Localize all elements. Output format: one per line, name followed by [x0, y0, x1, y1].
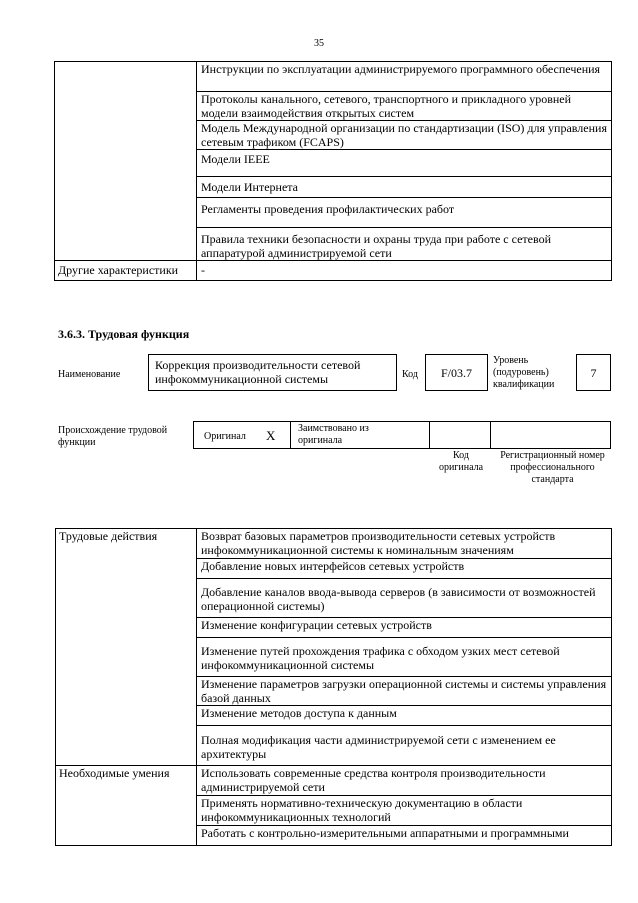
action-item: Возврат базовых параметров производительности сетевых устройств инфокоммуникационной системы к номинальным значениям: [197, 529, 612, 559]
action-item: Изменение методов доступа к данным: [197, 706, 612, 726]
other-characteristics-value: -: [197, 261, 612, 281]
skill-item: Работать с контрольно-измерительными аппаратными и программными: [197, 826, 612, 846]
knowledge-item: Модели IEEE: [197, 150, 612, 177]
actions-label: Трудовые действия: [56, 529, 197, 766]
level-box: [576, 354, 611, 391]
skill-item: Применять нормативно-техническую документацию в области инфокоммуникационных технологий: [197, 796, 612, 826]
action-item: Изменение путей прохождения трафика с обходом узких мест сетевой инфокоммуникационной системы: [197, 638, 612, 677]
reg-number-cell: [490, 421, 611, 449]
code-box: [425, 354, 488, 391]
page-number: 35: [314, 38, 324, 49]
borrowed-cell: [290, 421, 430, 449]
knowledge-item: Модели Интернета: [197, 177, 612, 198]
reg-number-caption: Регистрационный номер профессионального стандарта: [500, 450, 605, 485]
knowledge-label-cell: [55, 62, 197, 261]
action-item: Добавление каналов ввода-вывода серверов (в зависимости от возможностей операционной системы): [197, 579, 612, 618]
name-value: Коррекция производительности сетевой инфокоммуникационной системы: [155, 358, 361, 386]
action-item: Изменение конфигурации сетевых устройств: [197, 618, 612, 638]
other-characteristics-label: Другие характеристики: [55, 261, 197, 281]
knowledge-item: Модель Международной организации по стандартизации (ISO) для управления сетевым трафиком (FCAPS): [197, 121, 612, 150]
original-mark: X: [266, 428, 276, 443]
actions-table: [55, 528, 612, 846]
name-box: [148, 354, 397, 391]
borrowed-label: Заимствовано из оригинала: [298, 423, 369, 446]
original-cell: [193, 421, 291, 449]
level-label: Уровень (подуровень) квалификации: [493, 355, 555, 390]
code-original-cell: [429, 421, 491, 449]
level-value: 7: [590, 366, 597, 380]
knowledge-item: Протоколы канального, сетевого, транспортного и прикладного уровней модели взаимодействия открытых систем: [197, 92, 612, 121]
name-label: Наименование: [58, 369, 121, 380]
code-label: Код: [402, 369, 418, 380]
skill-item: Использовать современные средства контроля производительности администрируемой сети: [197, 766, 612, 796]
section-title: 3.6.3. Трудовая функция: [58, 327, 190, 341]
knowledge-item: Регламенты проведения профилактических работ: [197, 198, 612, 228]
action-item: Полная модификация части администрируемой сети с изменением ее архитектуры: [197, 726, 612, 766]
original-label: Оригинал: [204, 431, 246, 442]
action-item: Добавление новых интерфейсов сетевых устройств: [197, 559, 612, 579]
action-item: Изменение параметров загрузки операционной системы и системы управления базой данных: [197, 677, 612, 706]
code-original-caption: Код оригинала: [438, 450, 484, 473]
knowledge-table: [54, 61, 612, 281]
skills-label: Необходимые умения: [56, 766, 197, 846]
knowledge-item: Правила техники безопасности и охраны труда при работе с сетевой аппаратурой администрируемой сети: [197, 228, 612, 261]
knowledge-item: Инструкции по эксплуатации администрируемого программного обеспечения: [197, 62, 612, 92]
origin-label: Происхождение трудовой функции: [58, 425, 168, 448]
code-value: F/03.7: [440, 366, 472, 380]
